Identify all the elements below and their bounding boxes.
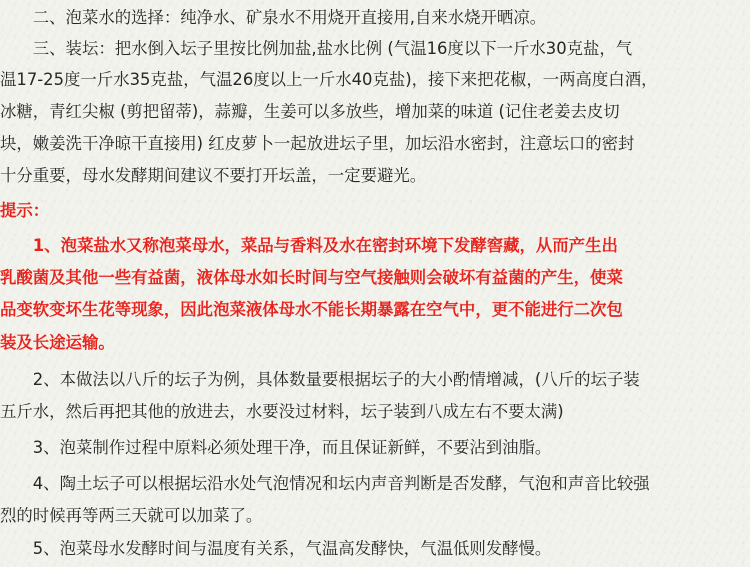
section-three-line-5: 十分重要，母水发酵期间建议不要打开坛盖，一定要避光。 [0,166,427,185]
tip-2-line-2: 五斤水，然后再把其他的放进去，水要没过材料，坛子装到八成左右不要太满) [0,402,564,421]
section-three-line-1: 三、装坛：把水倒入坛子里按比例加盐,盐水比例 (气温16度以下一斤水30克盐，气 [0,39,633,58]
tips-heading: 提示： [0,201,50,220]
tip-1-line-1: 1、泡菜盐水又称泡菜母水，菜品与香料及水在密封环境下发酵窖藏，从而产生出 [0,236,618,255]
section-three-line-3: 冰糖，青红尖椒 (剪把留蒂)，蒜瓣，生姜可以多放些，增加菜的味道 (记住老姜去皮切 [0,102,620,121]
section-two-water-choice: 二、泡菜水的选择：纯净水、矿泉水不用烧开直接用,自来水烧开晒凉。 [0,8,547,27]
tip-3: 3、泡菜制作过程中原料必须处理干净，而且保证新鲜，不要沾到油脂。 [0,438,552,457]
tip-1-line-2: 乳酸菌及其他一些有益菌，液体母水如长时间与空气接触则会破坏有益菌的产生，使菜 [0,268,623,287]
tip-2-line-1: 2、本做法以八斤的坛子为例，具体数量要根据坛子的大小酌情增减，(八斤的坛子装 [0,370,640,389]
tip-1-line-4: 装及长途运输。 [0,333,115,352]
tip-5: 5、泡菜母水发酵时间与温度有关系，气温高发酵快，气温低则发酵慢。 [0,539,552,558]
section-three-line-4: 块，嫩姜洗干净晾干直接用) 红皮萝卜一起放进坛子里，加坛沿水密封，注意坛口的密封 [0,134,635,153]
section-three-line-2: 温17-25度一斤水35克盐，气温26度以上一斤水40克盐)，接下来把花椒，一两高度白酒， [0,70,658,89]
tip-4-line-1: 4、陶土坛子可以根据坛沿水处气泡情况和坛内声音判断是否发酵，气泡和声音比较强 [0,474,650,493]
tip-4-line-2: 烈的时候再等两三天就可以加菜了。 [0,506,263,525]
tip-1-line-3: 品变软变坏生花等现象，因此泡菜液体母水不能长期暴露在空气中，更不能进行二次包 [0,300,623,319]
